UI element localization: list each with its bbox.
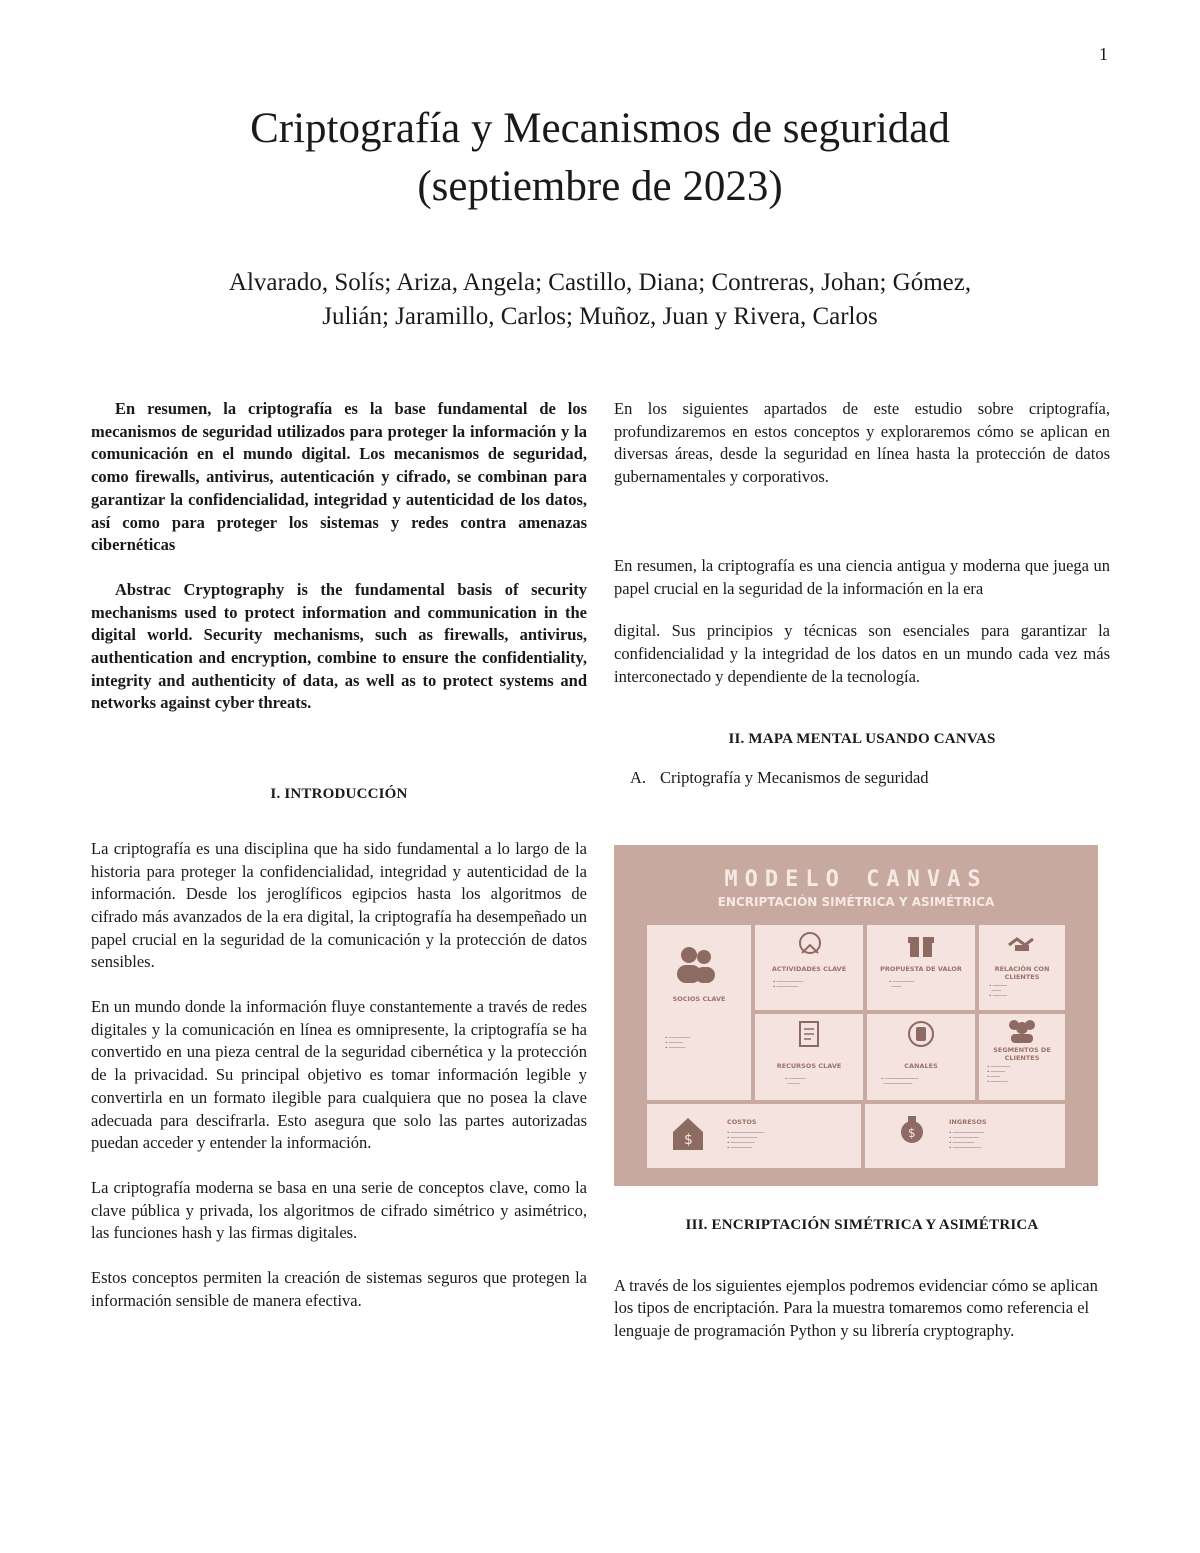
svg-text:$: $ (908, 1126, 916, 1140)
page-number: 1 (1099, 44, 1108, 64)
right-paragraph-4: A través de los siguientes ejemplos podremos evidenciar cómo se aplican los tipos de encriptación. Para la muestra tomaremos como referencia el lenguaje de programación Python y su librería cryptography. (614, 1275, 1098, 1341)
right-column (614, 398, 1110, 790)
handshake-icon (1007, 931, 1037, 957)
phone-icon (907, 1020, 935, 1048)
label-canales: CANALES (904, 1062, 938, 1070)
cell-ingresos (865, 1104, 1065, 1168)
subsection-heading-a (614, 767, 1110, 790)
ingresos-bullets: • ───────────── • ─────────── • ───────── • ──────────── (949, 1130, 984, 1150)
intro-paragraph-2: En un mundo donde la información fluye constantemente a través de redes digitales y la comunicación en línea es omnipresente, la criptografía se ha convertido en una pieza central de la seguridad cibernética y la protección de la privacidad. Su principal objetivo es tomar información legible y convertirla en un formato ilegible para cualquiera que no posea la clave adecuada para descifrarla. Esto asegura que solo las partes autorizadas puedan acceder y entender la información. (91, 997, 587, 1153)
cell-segmentos-clientes (979, 1014, 1065, 1100)
right-paragraph-3: digital. Sus principios y técnicas son esenciales para garantizar la confidencialidad y la integridad de los datos en un mundo cada vez más interconectado y dependiente de la tecnología. (614, 621, 1110, 686)
authors-line-1: Alvarado, Solís; Ariza, Angela; Castillo, Diana; Contreras, Johan; Gómez, (228, 269, 972, 296)
handshake-globe-icon (797, 931, 823, 959)
section-heading-encriptacion: III. ENCRIPTACIÓN SIMÉTRICA Y ASIMÉTRICA (685, 1217, 1039, 1233)
canvas-subtitle: ENCRIPTACIÓN SIMÉTRICA Y ASIMÉTRICA (717, 895, 995, 909)
canvas-model-figure (614, 845, 1098, 1186)
title-line-1: Criptografía y Mecanismos de seguridad (250, 105, 950, 152)
label-ingresos: INGRESOS (949, 1118, 987, 1126)
author-list (140, 266, 1060, 334)
cell-actividades-clave (755, 925, 863, 1010)
recursos-bullets: • ─────── ───── (785, 1076, 806, 1086)
subsection-title: Criptografía y Mecanismos de seguridad (660, 768, 929, 788)
label-segmentos-clientes: SEGMENTOS DE CLIENTES (993, 1046, 1051, 1062)
costos-bullets: • ────────────── • ─────────── • ────────── • ───────── (727, 1130, 765, 1150)
segmentos-bullets: • ──────── • ────── • ──── • ─────── (987, 1064, 1010, 1084)
label-actividades-clave: ACTIVIDADES CLAVE (771, 965, 847, 973)
svg-text:$: $ (684, 1132, 693, 1148)
cell-propuesta-valor (867, 925, 975, 1010)
cell-socios-clave (647, 925, 751, 1100)
canvas-title: MODELO CANVAS (724, 867, 988, 892)
right-paragraph-2: En resumen, la criptografía es una ciencia antigua y moderna que juega un papel crucial en la seguridad de la información en la era (614, 555, 1110, 598)
cell-recursos-clave (755, 1014, 863, 1100)
cell-relacion-clientes (979, 925, 1065, 1010)
section-heading-introduccion: I. INTRODUCCIÓN (270, 786, 408, 803)
intro-paragraph-1: La criptografía es una disciplina que ha sido fundamental a lo largo de la historia para proteger la confidencialidad, integridad y autenticidad de la información. Desde los jeroglíficos egipcios hasta los algoritmos de cifrado más avanzados de la era digital, la criptografía ha desempeñado un papel crucial en la seguridad de la comunicación y la protección de datos sensibles. (91, 838, 587, 972)
label-recursos-clave: RECURSOS CLAVE (776, 1062, 842, 1070)
canales-bullets: • ────────────── ──────────── (881, 1076, 919, 1086)
intro-paragraph-4: Estos conceptos permiten la creación de sistemas seguros que protegen la información sensible de manera efectiva. (91, 1268, 587, 1310)
people-icon (673, 945, 719, 985)
left-column (91, 398, 587, 1313)
subsection-letter: A. (630, 768, 647, 788)
gift-icon (907, 931, 935, 959)
right-paragraph-1: En los siguientes apartados de este estudio sobre criptografía, profundizaremos en estos conceptos y exploraremos cómo se aplican en diversas áreas, desde la seguridad en línea hasta la protección de datos gubernamentales y corporativos. (614, 399, 1110, 487)
paper-title (0, 100, 1200, 216)
socios-bullets: • ───────── • ────── • ─────── (665, 1035, 691, 1050)
group-icon (1005, 1018, 1039, 1044)
section-heading-mapa-mental: II. MAPA MENTAL USANDO CANVAS (728, 731, 996, 748)
label-relacion-clientes: RELACIÓN CON CLIENTES (994, 965, 1050, 981)
resumen-paragraph: En resumen, la criptografía es la base fundamental de los mecanismos de seguridad utilizados para proteger la información y la comunicación en el mundo digital. Los mecanismos de seguridad, como firewalls, antivirus, autenticación y cifrado, se combinan para garantizar la confidencialidad, integridad y autenticidad de los datos, así como para proteger los sistemas y redes contra amenazas cibernéticas (91, 399, 587, 555)
right-column-lower (614, 1214, 1110, 1343)
actividades-bullets: • ─────────── • ───────── (773, 979, 804, 989)
title-line-2: (septiembre de 2023) (417, 163, 783, 210)
propuesta-bullets: • ───────── ──── (889, 979, 915, 989)
intro-paragraph-3: La criptografía moderna se basa en una serie de conceptos clave, como la clave pública y privada, los algoritmos de cifrado simétrico y asimétrico, las funciones hash y las firmas digitales. (91, 1177, 587, 1243)
abstract-paragraph: Abstrac Cryptography is the fundamental basis of security mechanisms used to protect information and communication in the digital world. Security mechanisms, such as firewalls, antivirus, authentication and encryption, combine to ensure the confidentiality, integrity and authenticity of data, as well as to protect systems and networks against cyber threats. (91, 579, 587, 713)
authors-line-2: Julián; Jaramillo, Carlos; Muñoz, Juan y Rivera, Carlos (322, 303, 878, 330)
label-costos: COSTOS (727, 1118, 757, 1126)
house-money-icon (671, 1116, 705, 1152)
label-propuesta-valor: PROPUESTA DE VALOR (880, 965, 962, 973)
money-bag-icon (895, 1114, 929, 1150)
label-socios-clave: SOCIOS CLAVE (672, 995, 726, 1003)
document-icon (797, 1020, 821, 1048)
relacion-bullets: • ────── ──── • ────── (989, 983, 1008, 998)
cell-canales (867, 1014, 975, 1100)
cell-costos (647, 1104, 861, 1168)
